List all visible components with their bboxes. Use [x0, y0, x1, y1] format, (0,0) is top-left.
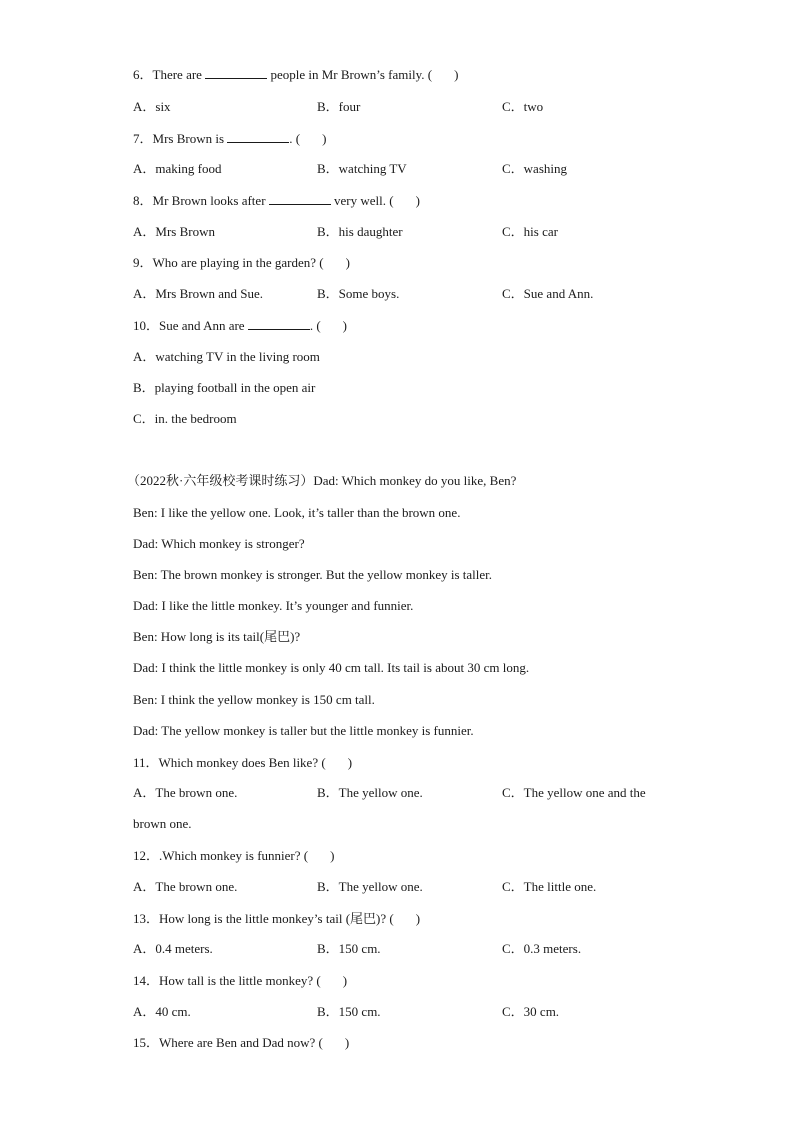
option-text: The yellow one.	[338, 879, 423, 894]
option-letter: A．	[133, 349, 156, 364]
question-text: How long is the little monkey’s tail (尾巴)? (	[159, 911, 394, 926]
option-text: The yellow one.	[338, 785, 423, 800]
question-text: Mrs Brown is	[152, 131, 228, 146]
option-text: 30 cm.	[523, 1004, 560, 1019]
option-a[interactable]	[133, 1003, 191, 1021]
option-c-wrap: brown one.	[133, 816, 192, 831]
option-letter: B．	[317, 785, 339, 800]
option-a[interactable]	[133, 223, 215, 241]
option-text: The yellow one and the	[523, 785, 646, 800]
option-text: making food	[155, 161, 222, 176]
option-letter: A．	[133, 224, 156, 239]
answer-blank[interactable]	[269, 192, 331, 205]
option-b[interactable]	[317, 285, 399, 303]
question-text: Who are playing in the garden? (	[152, 255, 324, 270]
question-text: . (	[309, 318, 321, 333]
question-text: Mr Brown looks after	[152, 193, 269, 208]
option-text: 150 cm.	[338, 941, 381, 956]
question-number: 14．	[133, 973, 160, 988]
option-text: watching TV in the living room	[155, 349, 320, 364]
option-c[interactable]	[502, 940, 581, 958]
option-c[interactable]	[502, 223, 558, 241]
option-letter: B．	[317, 286, 339, 301]
option-text: Mrs Brown	[155, 224, 215, 239]
option-letter: C．	[502, 785, 524, 800]
question-number: 11．	[133, 755, 159, 770]
option-c[interactable]	[502, 98, 543, 116]
option-letter: C．	[502, 879, 524, 894]
option-letter: A．	[133, 286, 156, 301]
question-11	[133, 754, 352, 772]
question-text: There are	[152, 67, 206, 82]
option-b[interactable]	[317, 940, 381, 958]
option-text: The little one.	[523, 879, 597, 894]
option-b[interactable]	[317, 878, 423, 896]
option-text: 150 cm.	[338, 1004, 381, 1019]
question-number: 9．	[133, 255, 153, 270]
option-text: 0.3 meters.	[523, 941, 582, 956]
question-12	[133, 847, 334, 865]
option-a[interactable]	[133, 285, 263, 303]
question-text: very well. (	[330, 193, 394, 208]
option-letter: B．	[317, 941, 339, 956]
option-letter: C．	[502, 99, 524, 114]
dialogue-line: Dad: I like the little monkey. It’s younger and funnier.	[133, 598, 414, 613]
paren-close: )	[330, 848, 335, 863]
question-9	[133, 254, 350, 272]
option-a[interactable]	[133, 160, 221, 178]
option-letter: A．	[133, 99, 156, 114]
question-number: 15．	[133, 1035, 160, 1050]
option-a[interactable]	[133, 878, 237, 896]
paren-close: )	[415, 911, 421, 926]
question-text: How tall is the little monkey? (	[159, 973, 321, 988]
question-number: 13．	[133, 911, 160, 926]
option-text: Some boys.	[338, 286, 400, 301]
question-text: Sue and Ann are	[159, 318, 248, 333]
question-number: 12．	[133, 848, 160, 863]
option-text: his daughter	[338, 224, 403, 239]
option-letter: C．	[502, 161, 524, 176]
option-b[interactable]	[317, 1003, 381, 1021]
passage-heading	[127, 472, 516, 490]
dialogue-line: Dad: I think the little monkey is only 40 cm tall. Its tail is about 30 cm long.	[133, 660, 530, 675]
option-b[interactable]	[317, 98, 360, 116]
option-text: The brown one.	[155, 785, 238, 800]
answer-blank[interactable]	[227, 130, 289, 143]
option-text: The brown one.	[155, 879, 238, 894]
option-letter: A．	[133, 785, 156, 800]
option-letter: B．	[317, 224, 339, 239]
question-8	[133, 192, 420, 210]
question-14	[133, 972, 347, 990]
answer-blank[interactable]	[248, 317, 310, 330]
question-text: people in Mr Brown’s family. (	[267, 67, 433, 82]
option-b[interactable]	[317, 160, 407, 178]
option-letter: A．	[133, 1004, 156, 1019]
option-text: watching TV	[338, 161, 407, 176]
option-b[interactable]	[317, 223, 403, 241]
option-letter: C．	[502, 286, 524, 301]
dialogue-line: Ben: How long is its tail(尾巴)?	[133, 629, 301, 644]
paren-close: )	[342, 973, 348, 988]
option-a[interactable]	[133, 348, 320, 366]
option-b[interactable]	[317, 784, 423, 802]
option-letter: B．	[317, 879, 339, 894]
dialogue-line: Dad: Which monkey is stronger?	[133, 536, 305, 551]
option-text: in. the bedroom	[154, 411, 237, 426]
question-13	[133, 910, 420, 928]
option-letter: B．	[317, 99, 339, 114]
option-b[interactable]	[133, 379, 315, 397]
question-7	[133, 130, 326, 148]
dialogue-line: Ben: I like the yellow one. Look, it’s taller than the brown one.	[133, 505, 461, 520]
option-text: 40 cm.	[155, 1004, 191, 1019]
question-number: 8．	[133, 193, 153, 208]
option-letter: B．	[317, 1004, 339, 1019]
paren-close: )	[322, 131, 327, 146]
option-c[interactable]	[502, 285, 593, 303]
paren-close: )	[342, 318, 348, 333]
paren-close: )	[347, 755, 353, 770]
option-letter: A．	[133, 161, 156, 176]
option-c[interactable]	[502, 1003, 559, 1021]
dialogue-line: Ben: I think the yellow monkey is 150 cm tall.	[133, 692, 375, 707]
option-letter: C．	[502, 941, 524, 956]
option-c[interactable]	[502, 878, 596, 896]
option-text: his car	[523, 224, 558, 239]
question-6	[133, 66, 458, 84]
option-text: Mrs Brown and Sue.	[155, 286, 263, 301]
question-text: .Which monkey is funnier? (	[159, 848, 309, 863]
paren-close: )	[345, 255, 350, 270]
option-letter: B．	[133, 380, 155, 395]
option-letter: C．	[133, 411, 155, 426]
paren-close: )	[415, 193, 420, 208]
option-letter: A．	[133, 941, 156, 956]
paren-close: )	[344, 1035, 350, 1050]
paren-close: )	[454, 67, 459, 82]
option-text: two	[523, 99, 544, 114]
option-c[interactable]	[502, 784, 646, 802]
option-a[interactable]	[133, 784, 237, 802]
option-c[interactable]	[502, 160, 567, 178]
question-15	[133, 1034, 349, 1052]
dialogue-line: Ben: The brown monkey is stronger. But the yellow monkey is taller.	[133, 567, 493, 582]
option-text: Sue and Ann.	[523, 286, 594, 301]
option-text: six	[155, 99, 171, 114]
dialogue-line: Dad: Which monkey do you like, Ben?	[313, 473, 517, 488]
question-text: Which monkey does Ben like? (	[158, 755, 326, 770]
option-letter: C．	[502, 224, 524, 239]
option-text: 0.4 meters.	[155, 941, 213, 956]
question-text: . (	[289, 131, 301, 146]
option-a[interactable]	[133, 940, 213, 958]
question-number: 6．	[133, 67, 153, 82]
question-text: Where are Ben and Dad now? (	[159, 1035, 323, 1050]
question-10	[133, 317, 347, 335]
option-c[interactable]	[133, 410, 237, 428]
question-number: 10．	[133, 318, 160, 333]
option-a[interactable]	[133, 98, 171, 116]
option-text: four	[338, 99, 361, 114]
option-letter: A．	[133, 879, 156, 894]
passage-source: （2022秋·六年级校考课时练习）	[127, 473, 314, 488]
dialogue-line: Dad: The yellow monkey is taller but the little monkey is funnier.	[133, 723, 474, 738]
option-letter: B．	[317, 161, 339, 176]
option-text: playing football in the open air	[154, 380, 316, 395]
option-letter: C．	[502, 1004, 524, 1019]
answer-blank[interactable]	[205, 66, 267, 79]
question-number: 7．	[133, 131, 153, 146]
option-text: washing	[523, 161, 568, 176]
